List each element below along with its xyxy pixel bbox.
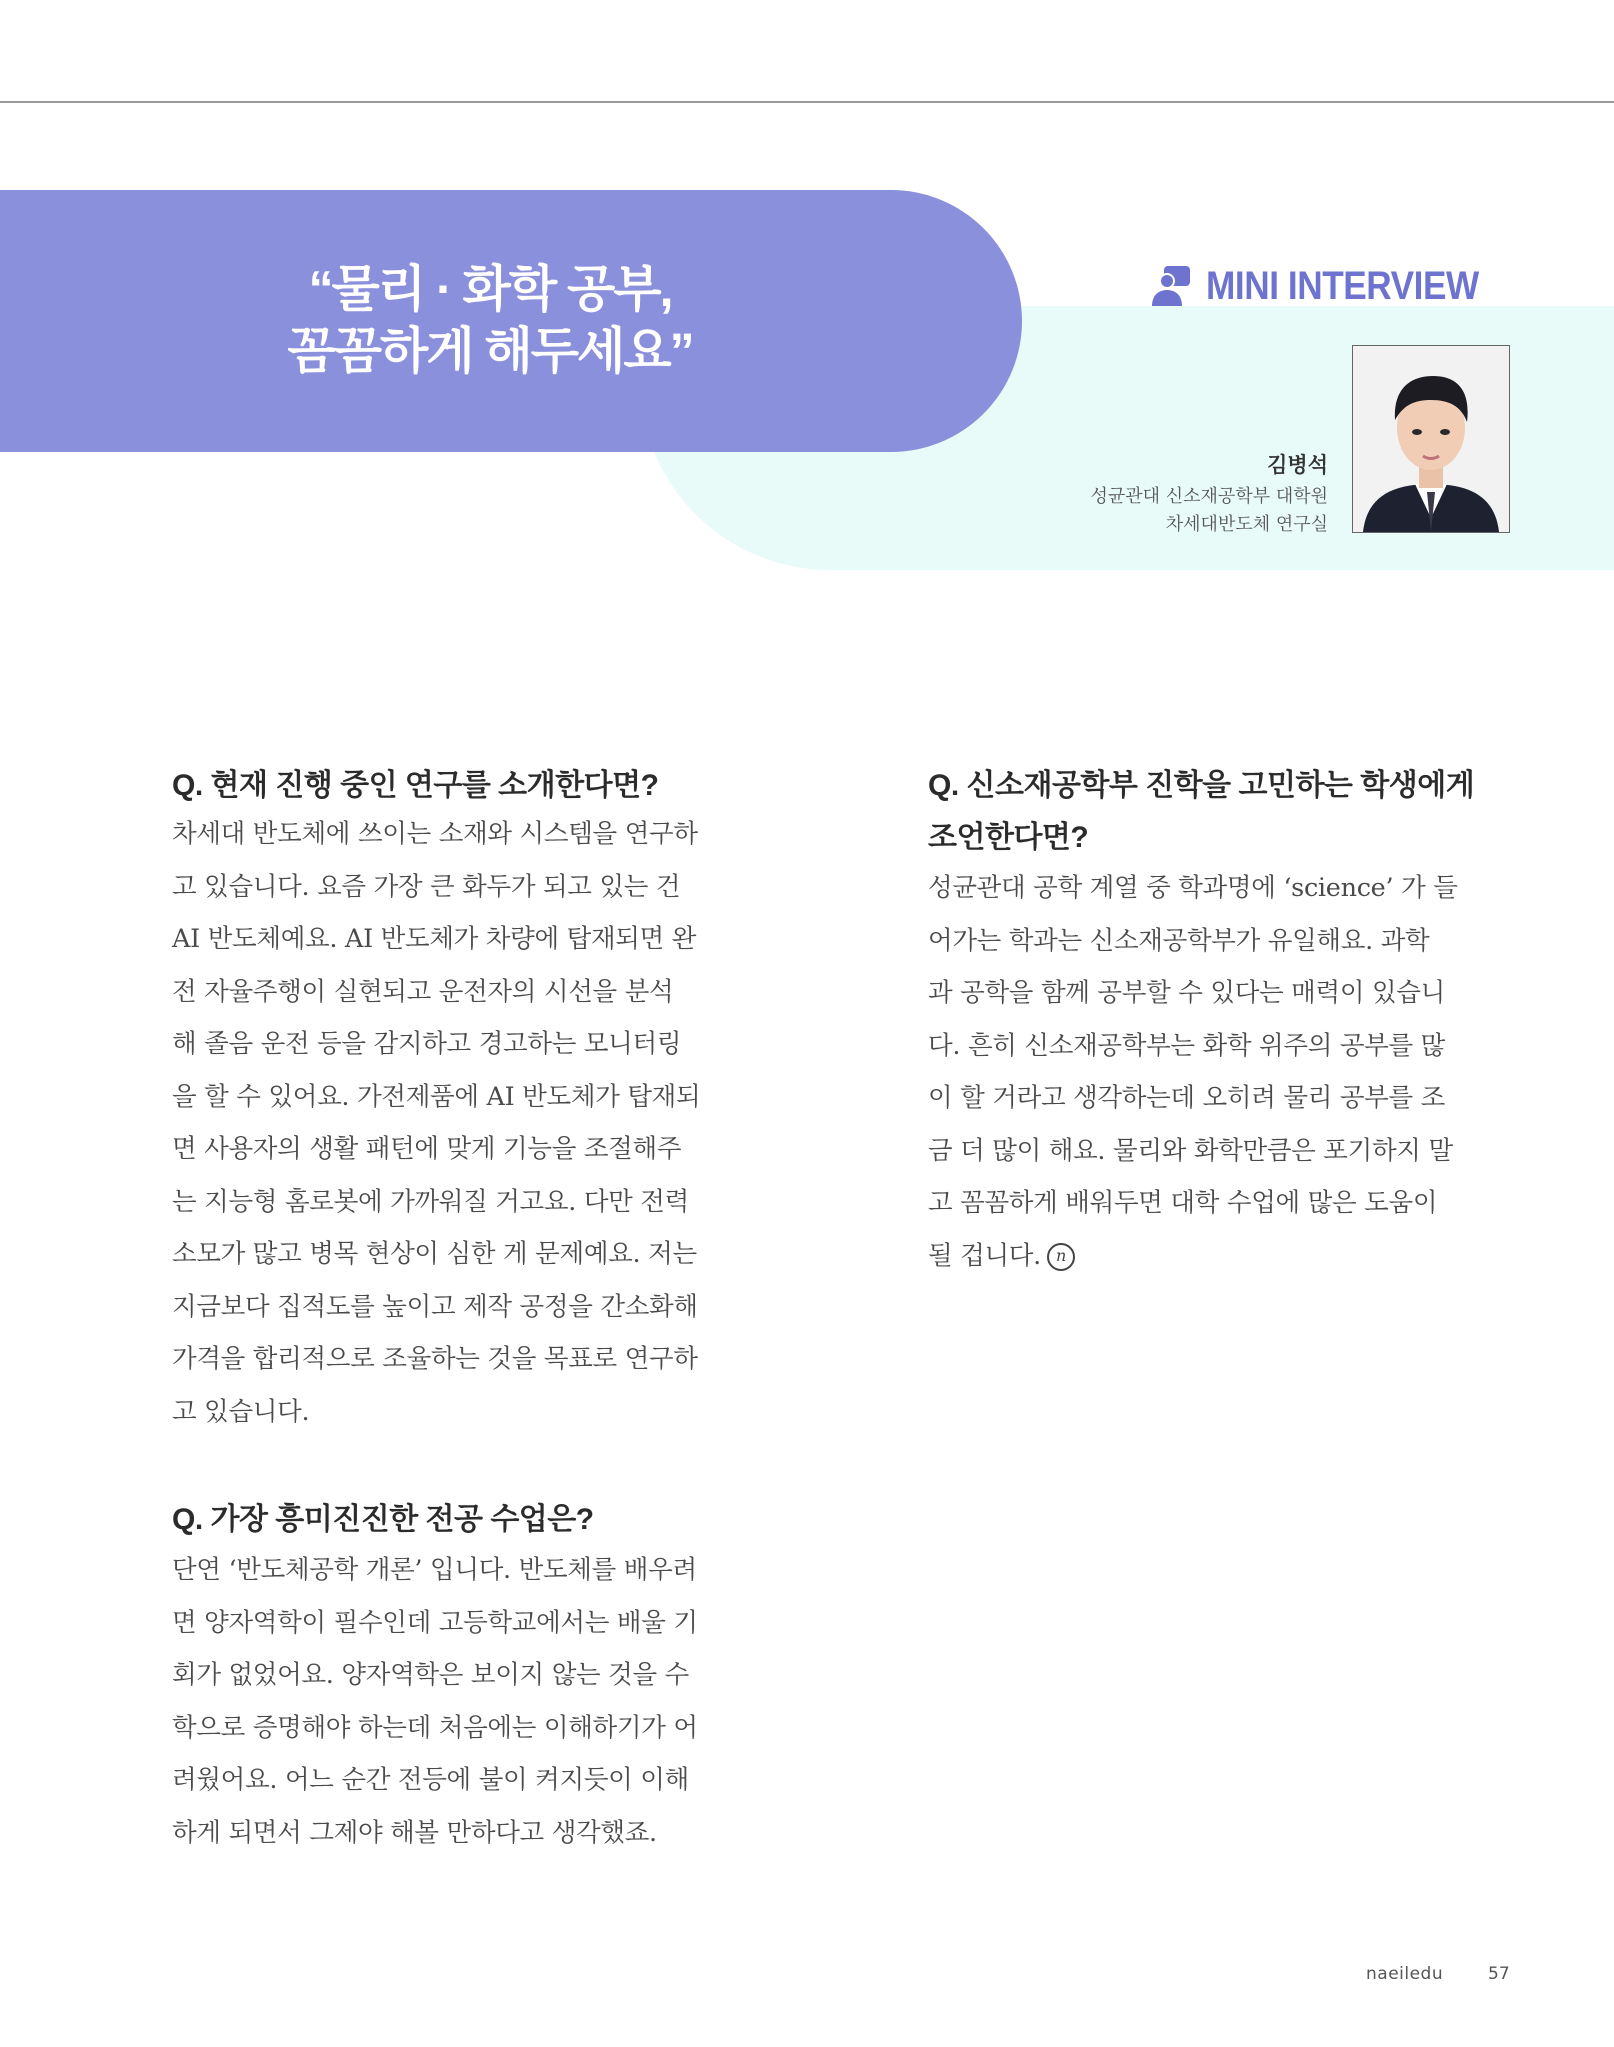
answer-2-line: 하게 되면서 그제야 해볼 만하다고 생각했죠. xyxy=(172,1817,657,1848)
interviewee-photo xyxy=(1352,345,1510,533)
question-3-line: Q. 신소재공학부 진학을 고민하는 학생에게 xyxy=(928,769,1475,802)
answer-1-line: AI 반도체예요. AI 반도체가 차량에 탑재되면 완 xyxy=(172,924,697,954)
page-number: 57 xyxy=(1488,1964,1510,1984)
interviewee-name: 김병석 xyxy=(1267,453,1328,477)
answer-1-line: 해 졸음 운전 등을 감지하고 경고하는 모니터링 xyxy=(172,1029,682,1059)
answer-1-line: 면 사용자의 생활 패턴에 맞게 기능을 조절해주 xyxy=(172,1134,682,1164)
answer-3-line: 과 공학을 함께 공부할 수 있다는 매력이 있습니 xyxy=(928,978,1445,1008)
interview-person-icon xyxy=(1150,264,1194,308)
headline-line-1: “물리 · 화학 공부, xyxy=(308,261,672,317)
question-3 xyxy=(928,760,1474,864)
answer-1-line: 을 할 수 있어요. 가전제품에 AI 반도체가 탑재되 xyxy=(172,1081,701,1112)
answer-1-line: 고 있습니다. 요즘 가장 큰 화두가 되고 있는 건 xyxy=(172,871,681,902)
interviewee-affiliation: 성균관대 신소재공학부 대학원 xyxy=(1090,486,1328,507)
interviewee-lab: 차세대반도체 연구실 xyxy=(1165,514,1328,535)
footer-brand: naeiledu xyxy=(1366,1964,1444,1984)
answer-3-last-line xyxy=(928,1230,1458,1283)
answer-2 xyxy=(172,1544,698,1859)
answer-1-line: 가격을 합리적으로 조율하는 것을 목표로 연구하 xyxy=(172,1344,698,1374)
section-header xyxy=(1150,264,1516,308)
question-3-line: 조언한다면? xyxy=(928,821,1089,854)
answer-1 xyxy=(172,808,700,1438)
answer-2-line: 단연 ‘반도체공학 개론’ 입니다. 반도체를 배우려 xyxy=(172,1555,697,1585)
answer-3-line: 이 할 거라고 생각하는데 오히려 물리 공부를 조 xyxy=(928,1083,1445,1113)
answer-1-line: 차세대 반도체에 쓰이는 소재와 시스템을 연구하 xyxy=(172,819,698,849)
answer-1-line: 지금보다 집적도를 높이고 제작 공정을 간소화해 xyxy=(172,1291,698,1322)
headline-line-2: 꼼꼼하게 해두세요” xyxy=(287,323,693,379)
answer-1-line: 고 있습니다. xyxy=(172,1396,310,1427)
answer-3-line: 성균관대 공학 계열 중 학과명에 ‘science’ 가 들 xyxy=(928,873,1458,903)
answer-2-line: 회가 없었어요. 양자역학은 보이지 않는 것을 수 xyxy=(172,1660,689,1690)
answer-1-line: 소모가 많고 병목 현상이 심한 게 문제예요. 저는 xyxy=(172,1239,697,1269)
answer-3-line: 다. 흔히 신소재공학부는 화학 위주의 공부를 많 xyxy=(928,1030,1445,1061)
answer-3-line: 금 더 많이 해요. 물리와 화학만큼은 포기하지 말 xyxy=(928,1135,1453,1166)
headline xyxy=(0,258,980,382)
question-2: Q. 가장 흥미진진한 전공 수업은? xyxy=(172,1503,594,1536)
answer-3 xyxy=(928,862,1458,1282)
section-label: MINI INTERVIEW xyxy=(1206,263,1479,308)
answer-3-line: 어가는 학과는 신소재공학부가 유일해요. 과학 xyxy=(928,925,1430,956)
answer-1-line: 는 지능형 홈로봇에 가까워질 거고요. 다만 전력 xyxy=(172,1186,689,1217)
answer-3-line: 고 꼼꼼하게 배워두면 대학 수업에 많은 도움이 xyxy=(928,1188,1438,1218)
answer-3-line: 될 겁니다. xyxy=(928,1240,1041,1271)
end-mark-icon: n xyxy=(1047,1243,1075,1271)
answer-1-line: 전 자율주행이 실현되고 운전자의 시선을 분석 xyxy=(172,976,674,1007)
question-1: Q. 현재 진행 중인 연구를 소개한다면? xyxy=(172,769,659,802)
top-divider xyxy=(0,101,1614,103)
answer-2-line: 면 양자역학이 필수인데 고등학교에서는 배울 기 xyxy=(172,1607,698,1638)
answer-2-line: 학으로 증명해야 하는데 처음에는 이해하기가 어 xyxy=(172,1712,698,1743)
answer-2-line: 려웠어요. 어느 순간 전등에 불이 켜지듯이 이해 xyxy=(172,1765,689,1795)
